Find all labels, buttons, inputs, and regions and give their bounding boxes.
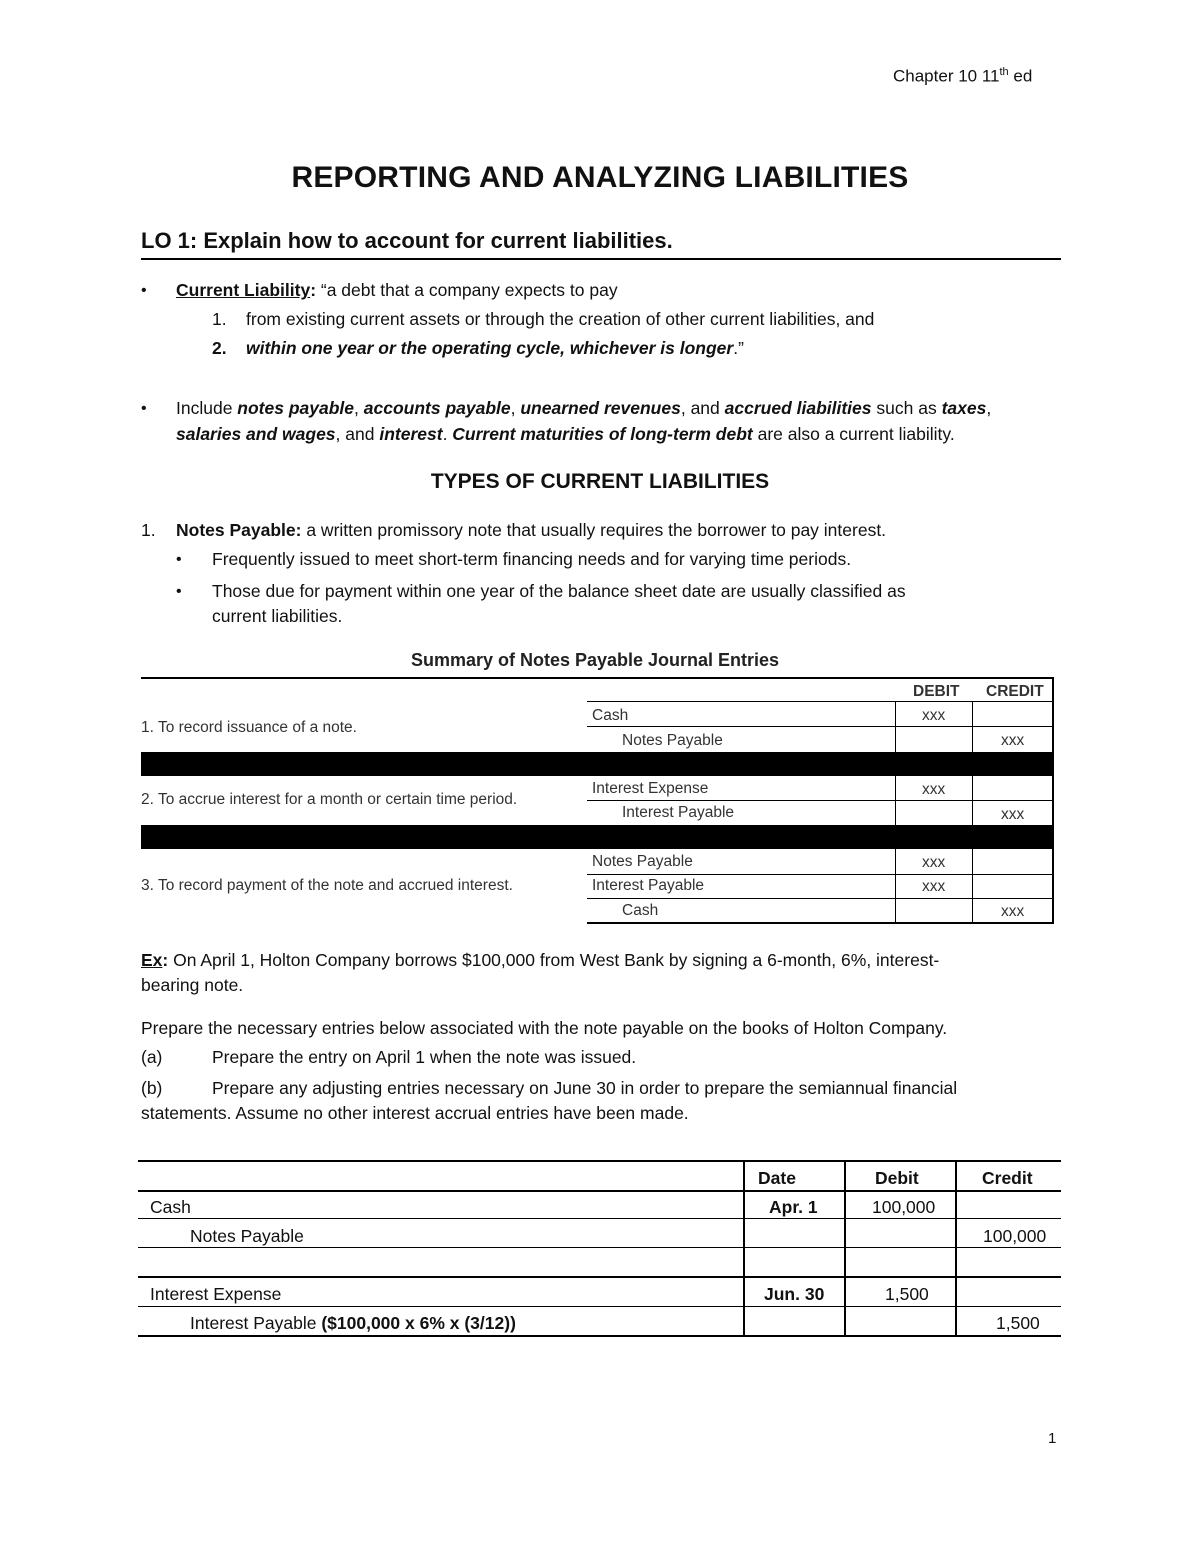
part-b-label: (b): [141, 1078, 163, 1098]
include-text: , and: [335, 424, 380, 444]
entry-date: Apr. 1: [769, 1197, 818, 1217]
row3-account-1: Notes Payable: [592, 853, 693, 870]
row2-account-credit: Interest Payable: [622, 804, 735, 821]
row2-credit: xxx: [1001, 806, 1025, 823]
entry-debit: 100,000: [872, 1197, 936, 1217]
column-date: Date: [758, 1168, 796, 1188]
current-liability-definition: [176, 280, 618, 301]
chapter-label: Chapter 10 11: [893, 66, 1000, 86]
row2-label: 2. To accrue interest for a month or certain time period.: [141, 791, 518, 808]
row3-account-3: Cash: [622, 902, 659, 919]
chapter-header: [893, 66, 1032, 87]
header-debit: DEBIT: [913, 683, 960, 700]
bullet-marker: •: [141, 282, 147, 299]
chapter-superscript: th: [999, 66, 1009, 78]
bullet-marker: •: [141, 400, 147, 417]
example-label: Ex: [141, 950, 163, 970]
term-taxes: taxes: [941, 398, 987, 418]
summary-journal-table: [141, 677, 1054, 924]
row3-credit: xxx: [1001, 903, 1025, 920]
part-a-text: Prepare the entry on April 1 when the note was issued.: [212, 1047, 637, 1067]
page-title: REPORTING AND ANALYZING LIABILITIES: [291, 161, 909, 194]
term-accrued-liabilities: accrued liabilities: [724, 398, 872, 418]
row2-account-debit: Interest Expense: [592, 780, 709, 797]
notes-payable-definition: [176, 520, 886, 541]
example-text: On April 1, Holton Company borrows $100,000 from West Bank by signing a 6-month, 6%, interest-: [168, 950, 940, 970]
term-unearned-revenues: unearned revenues: [520, 398, 681, 418]
definition-item-2: [246, 338, 744, 359]
definition-item-1-num: 1.: [212, 309, 227, 329]
term-notes-payable: notes payable: [237, 398, 355, 418]
entry-account: Interest Expense: [150, 1284, 282, 1304]
journal-entry-table: [138, 1160, 1061, 1340]
part-a-label: (a): [141, 1047, 163, 1067]
part-b-text: Prepare any adjusting entries necessary on June 30 in order to prepare the semiannual financial: [212, 1078, 958, 1098]
notes-payable-text: a written promissory note that usually requires the borrower to pay interest.: [301, 520, 887, 540]
term-interest: interest: [379, 424, 443, 444]
notes-payable-num: 1.: [141, 520, 156, 540]
row1-account-credit: Notes Payable: [622, 732, 723, 749]
term-current-maturities: Current maturities of long-term debt: [452, 424, 753, 444]
summary-table-title: Summary of Notes Payable Journal Entries: [410, 650, 780, 670]
example-line-1: [141, 950, 939, 971]
definition-item-2-num: 2.: [212, 338, 227, 358]
notes-payable-bullet-1: Frequently issued to meet short-term financing needs and for varying time periods.: [212, 549, 852, 569]
row3-account-2: Interest Payable: [592, 877, 705, 894]
include-text: , and: [680, 398, 725, 418]
row1-debit: xxx: [922, 707, 946, 724]
row3-debit-1: xxx: [922, 854, 946, 871]
objective-rule: [141, 258, 1061, 260]
header-credit: CREDIT: [986, 683, 1044, 700]
definition-item-2-text: within one year or the operating cycle, whichever is longer: [246, 338, 734, 358]
include-line-1: [176, 398, 991, 419]
bullet-marker: •: [176, 551, 182, 568]
entry-account: Cash: [150, 1197, 191, 1217]
notes-payable-term: Notes Payable:: [176, 520, 302, 540]
entry-account-name: Interest Payable: [190, 1313, 322, 1333]
include-text: ,: [986, 398, 992, 418]
bullet-marker: •: [176, 583, 182, 600]
column-credit: Credit: [982, 1168, 1033, 1188]
entry-credit: 100,000: [983, 1226, 1047, 1246]
definition-text: “a debt that a company expects to pay: [316, 280, 618, 300]
entry-account: Notes Payable: [190, 1226, 304, 1246]
row2-debit: xxx: [922, 781, 946, 798]
current-liability-term: Current Liability: [176, 280, 311, 300]
row1-account-debit: Cash: [592, 707, 629, 724]
example-colon: :: [162, 950, 169, 970]
example-prepare: Prepare the necessary entries below associated with the note payable on the books of Holton Company.: [141, 1018, 948, 1038]
include-text: such as: [871, 398, 942, 418]
definition-item-2-end: .”: [733, 338, 744, 358]
row1-credit: xxx: [1001, 732, 1025, 749]
include-line-2: [176, 424, 955, 445]
section-title: TYPES OF CURRENT LIABILITIES: [430, 470, 770, 493]
include-text: ,: [354, 398, 364, 418]
include-text: are also a current liability.: [752, 424, 955, 444]
entry-account: [190, 1313, 516, 1334]
include-text: .: [442, 424, 453, 444]
edition-label: ed: [1008, 66, 1033, 86]
notes-payable-bullet-2-cont: current liabilities.: [212, 606, 343, 626]
separator-bar: [141, 752, 1054, 776]
include-text: ,: [510, 398, 521, 418]
term-salaries-wages: salaries and wages: [176, 424, 336, 444]
row3-debit-2: xxx: [922, 878, 946, 895]
definition-item-1: from existing current assets or through the creation of other current liabilities, and: [246, 309, 875, 329]
term-colon: :: [310, 280, 317, 300]
include-text: Include: [176, 398, 238, 418]
row1-label: 1. To record issuance of a note.: [141, 719, 357, 736]
page-number: 1: [1048, 1430, 1057, 1447]
term-accounts-payable: accounts payable: [363, 398, 511, 418]
notes-payable-bullet-2: Those due for payment within one year of the balance sheet date are usually classified as: [212, 581, 906, 601]
column-debit: Debit: [875, 1168, 919, 1188]
part-b-text-cont: statements. Assume no other interest accrual entries have been made.: [141, 1103, 689, 1123]
separator-bar: [141, 825, 1054, 849]
row3-label: 3. To record payment of the note and accrued interest.: [141, 877, 513, 894]
example-line-2: bearing note.: [141, 975, 244, 995]
entry-date: Jun. 30: [764, 1284, 825, 1304]
entry-debit: 1,500: [885, 1284, 929, 1304]
learning-objective: LO 1: Explain how to account for current liabilities.: [141, 228, 673, 253]
interest-calculation: ($100,000 x 6% x (3/12)): [321, 1313, 516, 1333]
entry-credit: 1,500: [996, 1313, 1040, 1333]
